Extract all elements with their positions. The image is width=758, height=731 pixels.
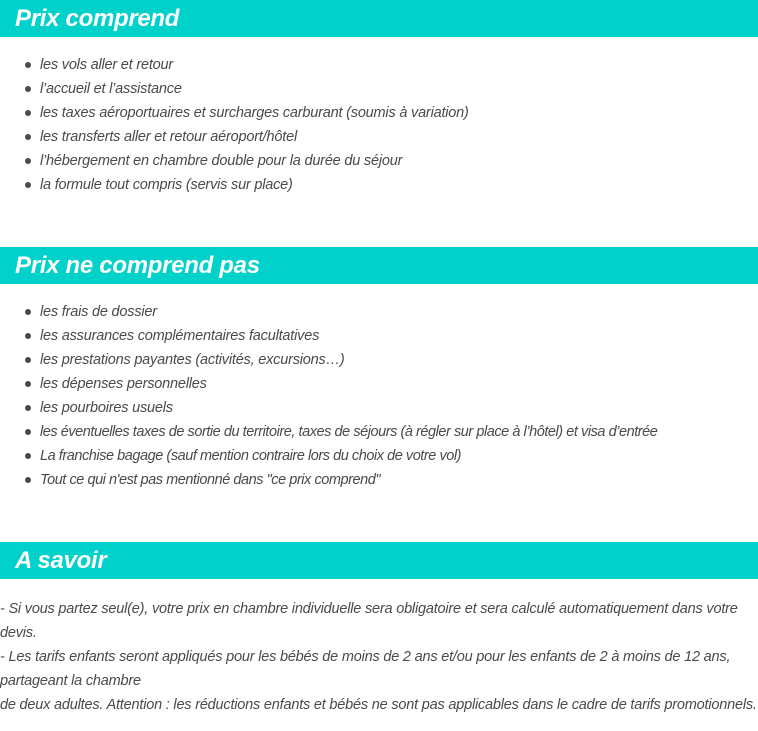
- list-item: [0, 300, 758, 324]
- list-item: [0, 53, 758, 77]
- not-included-list: [0, 300, 758, 492]
- list-item: [0, 348, 758, 372]
- list-item-text: les éventuelles taxes de sortie du territoire, taxes de séjours (à régler sur place à l’hôtel) et visa d’entrée: [40, 424, 658, 440]
- list-item-text: Tout ce qui n'est pas mentionné dans "ce prix comprend": [40, 472, 381, 488]
- list-item-text: les taxes aéroportuaires et surcharges carburant (soumis à variation): [40, 105, 469, 121]
- bullet-icon: [25, 86, 31, 92]
- bullet-icon: [25, 477, 31, 483]
- section-price-excludes: [0, 247, 758, 492]
- bullet-icon: [25, 381, 31, 387]
- list-item-text: les transferts aller et retour aéroport/hôtel: [40, 129, 297, 145]
- list-item: [0, 468, 758, 492]
- section-header: [0, 0, 758, 37]
- list-item-text: les vols aller et retour: [40, 57, 174, 73]
- section-title: Prix ne comprend pas: [15, 251, 260, 279]
- list-item-text: les prestations payantes (activités, excursions…): [40, 352, 345, 368]
- bullet-icon: [25, 357, 31, 363]
- list-item-text: l’hébergement en chambre double pour la durée du séjour: [40, 153, 403, 169]
- list-item: [0, 77, 758, 101]
- list-item: [0, 125, 758, 149]
- section-good-to-know: [0, 542, 758, 717]
- bullet-icon: [25, 158, 31, 164]
- list-item-text: La franchise bagage (sauf mention contraire lors du choix de votre vol): [40, 448, 462, 464]
- note-paragraph: de deux adultes. Attention : les réductions enfants et bébés ne sont pas applicables dans le cadre de tarifs promotionnels.: [0, 697, 757, 713]
- list-item: [0, 396, 758, 420]
- section-header: [0, 542, 758, 579]
- list-item: [0, 444, 758, 468]
- list-item-text: les dépenses personnelles: [40, 376, 207, 392]
- list-item: [0, 420, 758, 444]
- section-price-includes: [0, 0, 758, 197]
- section-title: Prix comprend: [15, 4, 180, 32]
- section-title: A savoir: [15, 546, 107, 574]
- bullet-icon: [25, 333, 31, 339]
- list-item-text: les assurances complémentaires facultatives: [40, 328, 320, 344]
- included-list: [0, 53, 758, 197]
- list-item-text: les frais de dossier: [40, 304, 157, 320]
- list-item: [0, 149, 758, 173]
- notes-block: [0, 597, 758, 717]
- section-header: [0, 247, 758, 284]
- list-item-text: la formule tout compris (servis sur place): [40, 177, 293, 193]
- bullet-icon: [25, 134, 31, 140]
- note-paragraph: - Si vous partez seul(e), votre prix en chambre individuelle sera obligatoire et sera calculé automatiquement dans votre devis.: [0, 601, 738, 641]
- bullet-icon: [25, 182, 31, 188]
- bullet-icon: [25, 405, 31, 411]
- list-item: [0, 173, 758, 197]
- list-item: [0, 372, 758, 396]
- list-item-text: les pourboires usuels: [40, 400, 173, 416]
- bullet-icon: [25, 110, 31, 116]
- list-item: [0, 324, 758, 348]
- bullet-icon: [25, 62, 31, 68]
- bullet-icon: [25, 309, 31, 315]
- note-paragraph: - Les tarifs enfants seront appliqués pour les bébés de moins de 2 ans et/ou pour les enfants de 2 à moins de 12 ans, partageant la chambre: [0, 649, 731, 689]
- list-item: [0, 101, 758, 125]
- list-item-text: l’accueil et l’assistance: [40, 81, 182, 97]
- bullet-icon: [25, 453, 31, 459]
- bullet-icon: [25, 429, 31, 435]
